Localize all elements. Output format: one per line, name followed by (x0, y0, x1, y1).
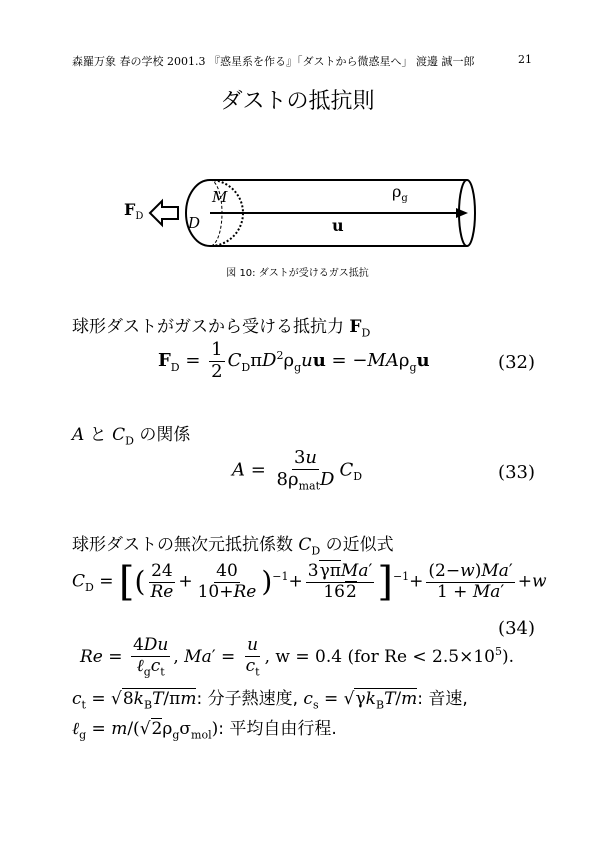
diameter-label: D (188, 214, 201, 232)
velocity-label: u (332, 216, 344, 235)
definition-ct-cs: $c_t = √8k_BT/\pi m$: 分子熱速度, $c_s = √\gamma k_BT/m$: 音速, (72, 689, 468, 712)
header-text: 森羅万象 春の学校 2001.3 『惑星系を作る』「ダストから微惑星へ」 渡邊 誠一郎 (72, 55, 475, 68)
cs-description: : 音速, (417, 689, 468, 709)
section3-text: 球形ダストの無次元抵抗係数 (72, 535, 293, 555)
page-title: ダストの抵抗則 (220, 89, 375, 114)
equation-33: A = $\frac{3u}{8\rho_{mat}D}$ $C_D$ (232, 447, 363, 493)
section3-end: の近似式 (320, 535, 394, 555)
page-number: 21 (518, 53, 532, 66)
running-header (72, 53, 532, 69)
equation-34: $C_D$ = [( $\frac{24}{Re}$ + $\frac{40}{10+Re}$ )$^{-1}$+ $\frac{\text{3γπMa′}}{162}$ ]$^{-1}$+ $\frac{(2-w)Ma'}{1 + Ma'}$ +w (72, 559, 547, 606)
equation-number-33: (33) (498, 462, 535, 483)
force-label: $F_D$ (124, 200, 144, 223)
section1-text: 球形ダストがガスから受ける抵抗力 (72, 317, 344, 337)
density-label: $\rho_g$ (392, 182, 408, 205)
equation-number-34: (34) (498, 618, 535, 639)
equation-number-32: (32) (498, 352, 535, 373)
re-exponent: 5 (494, 645, 502, 659)
re-condition: w = 0.4 (for Re < 2.5×10 (275, 646, 495, 667)
ct-description: : 分子熱速度, (196, 689, 298, 709)
section1-symbol: $F_D$ (349, 317, 371, 340)
section2-c: $C_D$ (112, 425, 134, 448)
definition-lg: ℓ$_g$ = $m/(√2\rho_g\sigma_{mol})$: 平均自由行程. (72, 719, 337, 742)
lg-description: : 平均自由行程. (218, 719, 337, 739)
section3-c: $C_D$ (298, 535, 321, 558)
section2-mid: と (84, 425, 113, 445)
section-heading-drag-force (72, 312, 370, 339)
section2-a: A (72, 425, 85, 445)
section-heading-a-cd (72, 420, 190, 447)
cylinder-diagram (110, 168, 490, 268)
figure-dust-cylinder (110, 168, 490, 268)
section-heading-cd-approx (72, 530, 394, 557)
figure-caption: 図 10: ダストが受けるガス抵抗 (226, 268, 369, 279)
mass-label: M (212, 188, 228, 206)
section2-end: の関係 (133, 425, 191, 445)
equation-32: $F_D$ = $\frac{1}{2}$ $C_D\pi D^2\rho_guu = -MA\rho_gu$ (158, 339, 430, 382)
definition-re-ma: Re = $\frac{4Du}{\ell_gc_t}$ , Ma′ = $\frac{u}{c_t}$ , w = 0.4 (for $Re < 2.5\times 10^5$). (80, 635, 515, 678)
